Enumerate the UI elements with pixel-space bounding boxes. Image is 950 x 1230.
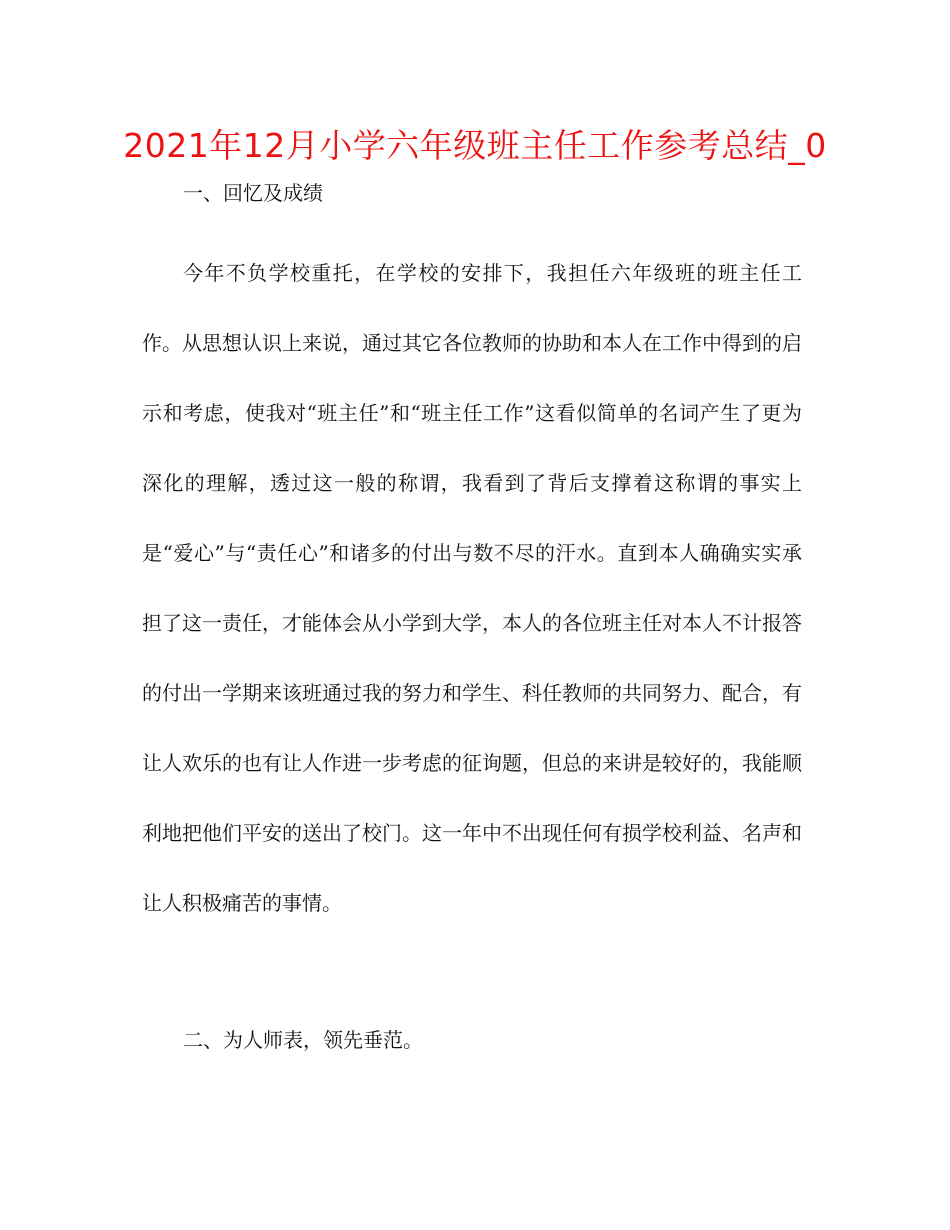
body-paragraph: 今年不负学校重托，在学校的安排下，我担任六年级班的班主任工作。从思想认识上来说，通过其它各位教师的协助和本人在工作中得到的启示和考虑，使我对“班主任”和“班主任工作”这看似简单的名词产生了更为深化的理解，透过这一般的称谓，我看到了背后支撑着这称谓的事实上是“爱心”与“责任心”和诸多的付出与数不尽的汗水。直到本人确确实实承担了这一责任，才能体会从小学到大学，本人的各位班主任对本人不计报答的付出一学期来该班通过我的努力和学生、科任教师的共同努力、配合，有让人欢乐的也有让人作进一步考虑的征询题，但总的来讲是较好的，我能顺利地把他们平安的送出了校门。这一年中不出现任何有损学校利益、名声和让人积极痛苦的事情。 [142, 261, 802, 915]
section-heading-review: 一、回忆及成绩 [183, 181, 323, 205]
document-title: 2021年12月小学六年级班主任工作参考总结_0 [123, 126, 827, 165]
section-heading-role-model: 二、为人师表，领先垂范。 [183, 1028, 423, 1052]
